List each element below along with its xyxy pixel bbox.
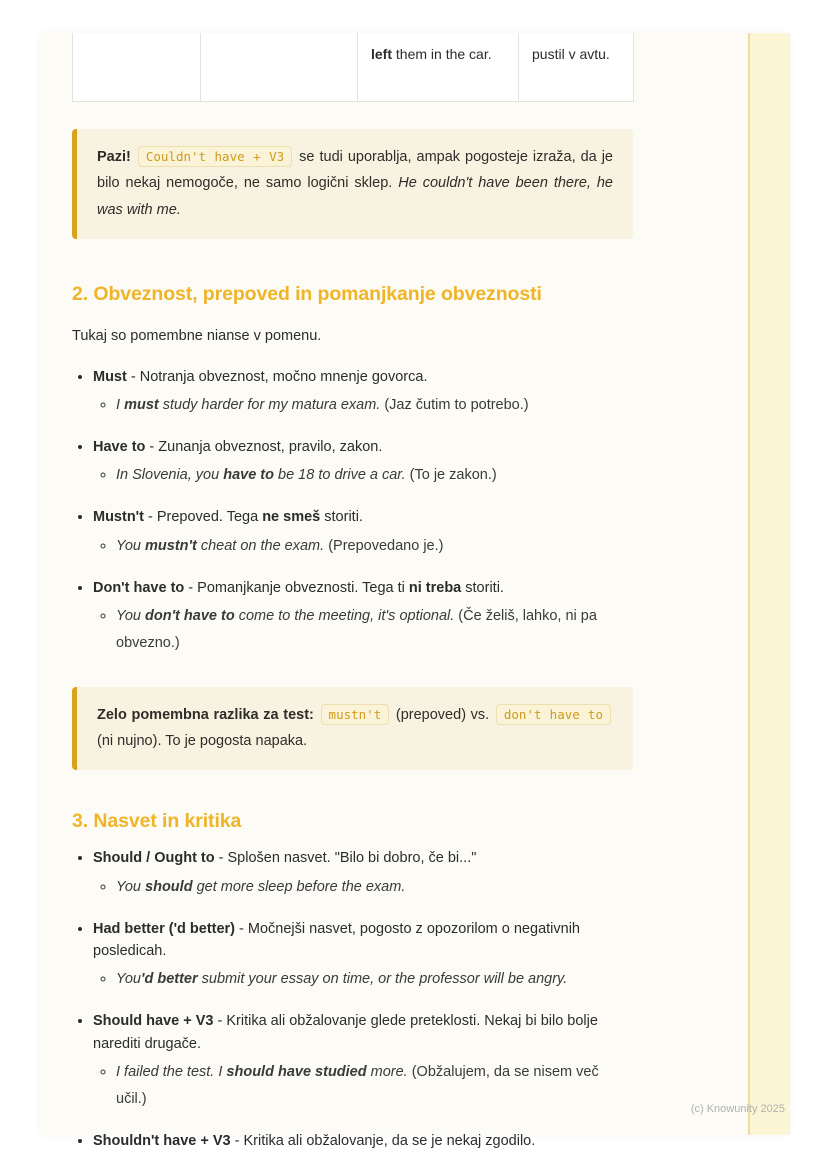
list-item-main: • Should / Ought to - Splošen nasvet. "Bilo bi dobro, če bi..." xyxy=(93,850,477,867)
example-sublist xyxy=(93,392,633,419)
example-sublist xyxy=(93,533,633,560)
callout-test-difference-text: Zelo pomembna razlika za test: mustn't (prepoved) vs. don't have to (ni nujno). To je pogosta napaka. xyxy=(97,702,613,756)
list-item-main: • Shouldn't have + V3 - Kritika ali obžalovanje, da se je nekaj zgodilo. xyxy=(93,1132,536,1149)
list-item-must xyxy=(93,366,633,419)
list-item-have-to xyxy=(93,436,633,489)
page-accent-strip xyxy=(748,33,790,1135)
table-cell: pustil v avtu. xyxy=(519,33,634,101)
callout-test-difference xyxy=(72,687,633,771)
section-2-list xyxy=(72,366,633,657)
example-item: ◦ In Slovenia, you have to be 18 to drive a car. (To je zakon.) xyxy=(116,462,633,489)
example-item: ◦ You don't have to come to the meeting, it's optional. (Če želiš, lahko, ni pa obvezno.) xyxy=(116,603,633,657)
table-cell: left them in the car. xyxy=(358,33,519,101)
list-item-main: • Have to - Zunanja obveznost, pravilo, zakon. xyxy=(93,438,383,455)
example-sublist xyxy=(93,462,633,489)
example-item: ◦ I failed the test. I should have studied more. (Obžalujem, da se nisem več učil.) xyxy=(116,1059,633,1113)
list-item-shouldnt-have-v3 xyxy=(93,1130,633,1152)
list-item-dont-have-to xyxy=(93,577,633,657)
copyright-watermark: (c) Knowunity 2025 xyxy=(690,1103,785,1115)
callout-pazi xyxy=(72,129,633,239)
list-item-main: • Must - Notranja obveznost, močno mnenje govorca. xyxy=(93,368,428,385)
example-item: ◦ I must study harder for my matura exam. (Jaz čutim to potrebo.) xyxy=(116,392,633,419)
example-sublist xyxy=(93,874,633,901)
section-3-list xyxy=(72,847,633,1152)
list-item-main: • Mustn't - Prepoved. Tega ne smeš storiti. xyxy=(93,509,363,526)
callout-pazi-text: Pazi! Couldn't have + V3 se tudi uporablja, ampak pogosteje izraža, da je bilo nekaj nemogoče, ne samo logični sklep. He couldn't have been there, he was with me. xyxy=(97,144,613,224)
page-content xyxy=(40,33,633,1152)
list-item-mustnt xyxy=(93,506,633,559)
section-3-heading: 3. Nasvet in kritika xyxy=(72,810,242,833)
table-cell xyxy=(201,33,358,101)
examples-table-fragment xyxy=(72,33,634,102)
table-row xyxy=(73,33,634,101)
example-item: ◦ You'd better submit your essay on time, or the professor will be angry. xyxy=(116,966,633,993)
table-cell xyxy=(73,33,201,101)
section-2-heading: 2. Obveznost, prepoved in pomanjkanje obveznosti xyxy=(72,282,542,305)
list-item-main: • Should have + V3 - Kritika ali obžalovanje glede preteklosti. Nekaj bi bilo bolje narediti drugače. xyxy=(93,1013,598,1052)
example-item: ◦ You mustn't cheat on the exam. (Prepovedano je.) xyxy=(116,533,633,560)
example-sublist xyxy=(93,966,633,993)
list-item-should-ought-to xyxy=(93,847,633,900)
list-item-should-have-v3 xyxy=(93,1010,633,1113)
list-item-main: • Don't have to - Pomanjkanje obveznosti. Tega ti ni treba storiti. xyxy=(93,579,504,596)
document-page xyxy=(40,33,790,1149)
section-2-intro: Tukaj so pomembne nianse v pomenu. xyxy=(72,327,322,344)
list-item-main: • Had better ('d better) - Močnejši nasvet, pogosto z opozorilom o negativnih posledicah. xyxy=(93,920,580,959)
example-sublist xyxy=(93,1059,633,1113)
list-item-had-better xyxy=(93,918,633,994)
example-item: ◦ You should get more sleep before the exam. xyxy=(116,874,633,901)
example-sublist xyxy=(93,603,633,657)
